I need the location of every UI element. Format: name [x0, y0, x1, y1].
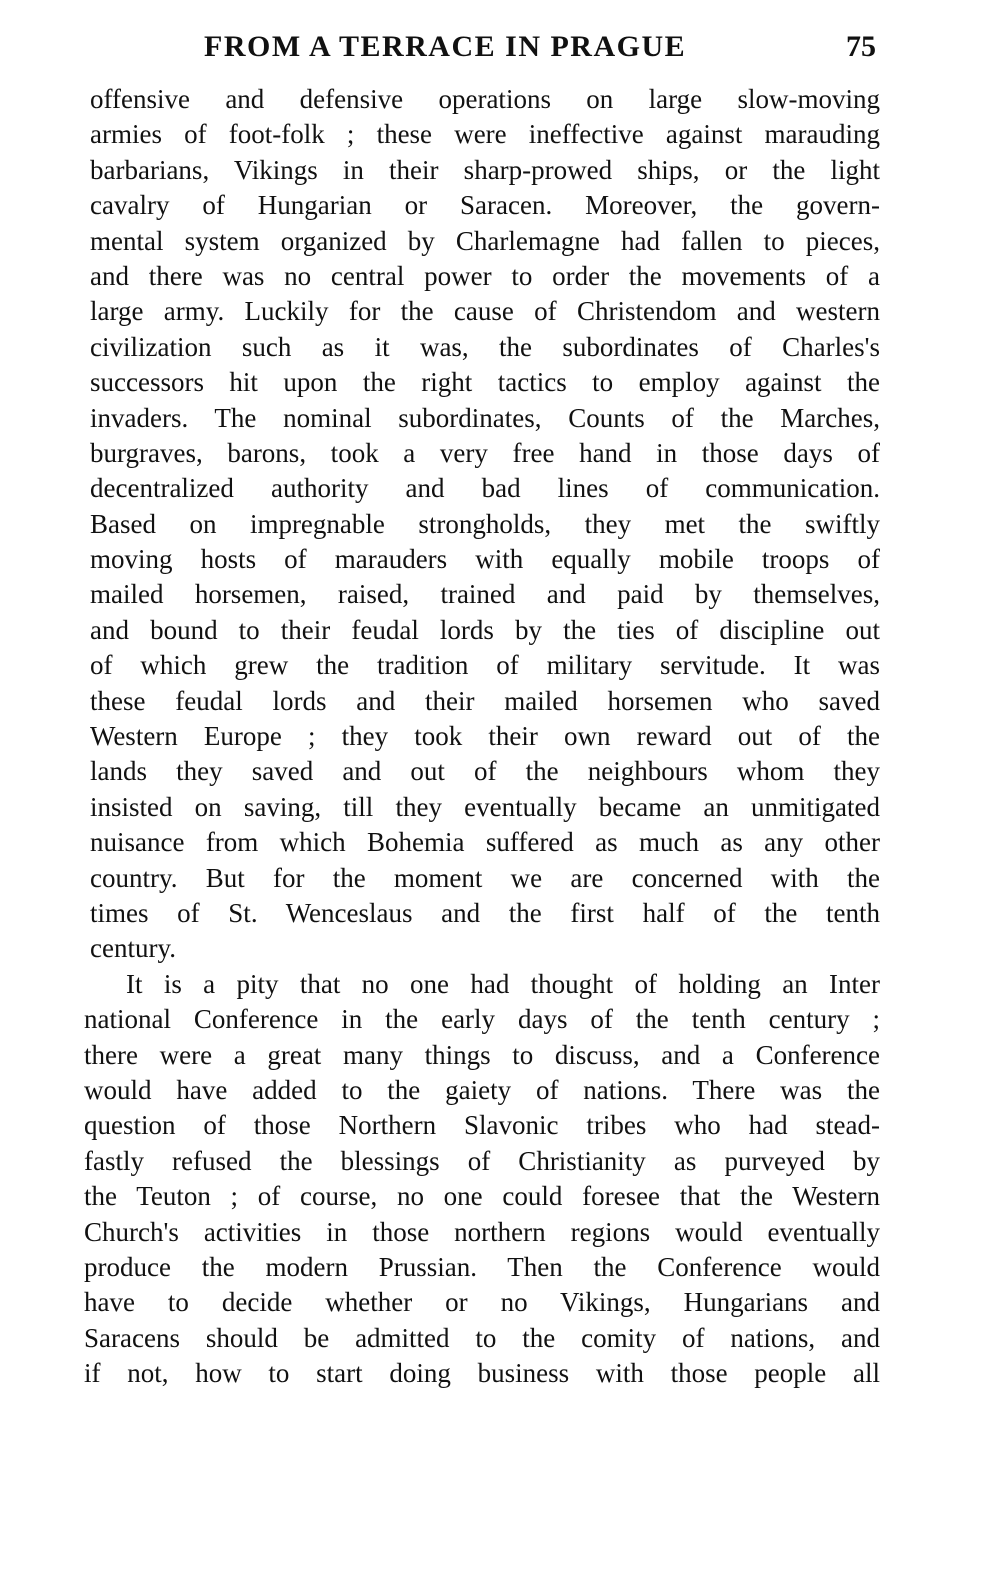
text-line: lands they saved and out of the neighbours whom they: [90, 756, 880, 787]
text-line: there were a great many things to discuss, and a Conference: [84, 1039, 880, 1070]
text-line: invaders. The nominal subordinates, Counts of the Marches,: [90, 402, 880, 433]
body-text: [84, 82, 880, 1391]
text-line: It is a pity that no one had thought of holding an Inter: [126, 968, 880, 999]
text-line: cavalry of Hungarian or Saracen. Moreover, the govern-: [90, 190, 880, 221]
text-line: decentralized authority and bad lines of communication.: [90, 473, 880, 504]
text-line: have to decide whether or no Vikings, Hungarians and: [84, 1287, 880, 1318]
text-line: fastly refused the blessings of Christianity as purveyed by: [84, 1145, 880, 1176]
page-number: 75: [846, 30, 876, 63]
text-line: if not, how to start doing business with those people all: [84, 1358, 880, 1389]
text-line: Church's activities in those northern regions would eventually: [84, 1216, 880, 1247]
text-line: and bound to their feudal lords by the ties of discipline out: [90, 614, 880, 645]
text-line: times of St. Wenceslaus and the first half of the tenth: [90, 897, 880, 928]
text-line: mental system organized by Charlemagne had fallen to pieces,: [90, 225, 880, 256]
text-line: armies of foot-folk ; these were ineffective against marauding: [90, 119, 880, 150]
text-line: civilization such as it was, the subordinates of Charles's: [90, 331, 880, 362]
text-line: and there was no central power to order the movements of a: [90, 260, 880, 291]
text-line: successors hit upon the right tactics to employ against the: [90, 367, 880, 398]
text-line: century.: [90, 933, 176, 964]
text-line: the Teuton ; of course, no one could foresee that the Western: [84, 1181, 880, 1212]
text-line: burgraves, barons, took a very free hand in those days of: [90, 437, 880, 468]
text-line: Western Europe ; they took their own reward out of the: [90, 721, 880, 752]
text-line: offensive and defensive operations on large slow-moving: [90, 84, 880, 114]
text-line: these feudal lords and their mailed horsemen who saved: [90, 685, 880, 716]
text-line: of which grew the tradition of military servitude. It was: [90, 650, 880, 681]
text-line: Based on impregnable strongholds, they met the swiftly: [90, 508, 880, 539]
text-line: nuisance from which Bohemia suffered as much as any other: [90, 827, 880, 858]
page-header: [88, 24, 878, 74]
text-line: Saracens should be admitted to the comity of nations, and: [84, 1322, 880, 1353]
text-line: country. But for the moment we are concerned with the: [90, 862, 880, 893]
text-line: large army. Luckily for the cause of Christendom and western: [90, 296, 880, 327]
text-line: national Conference in the early days of the tenth century ;: [84, 1004, 880, 1035]
text-line: question of those Northern Slavonic tribes who had stead-: [84, 1110, 880, 1141]
text-line: mailed horsemen, raised, trained and paid by themselves,: [90, 579, 880, 610]
text-line: insisted on saving, till they eventually became an unmitigated: [90, 791, 880, 822]
text-line: barbarians, Vikings in their sharp-prowed ships, or the light: [90, 154, 880, 185]
text-line: produce the modern Prussian. Then the Conference would: [84, 1251, 880, 1282]
text-line: would have added to the gaiety of nations. There was the: [84, 1074, 880, 1105]
text-line: moving hosts of marauders with equally mobile troops of: [90, 544, 880, 575]
running-title: FROM A TERRACE IN PRAGUE: [204, 30, 687, 63]
